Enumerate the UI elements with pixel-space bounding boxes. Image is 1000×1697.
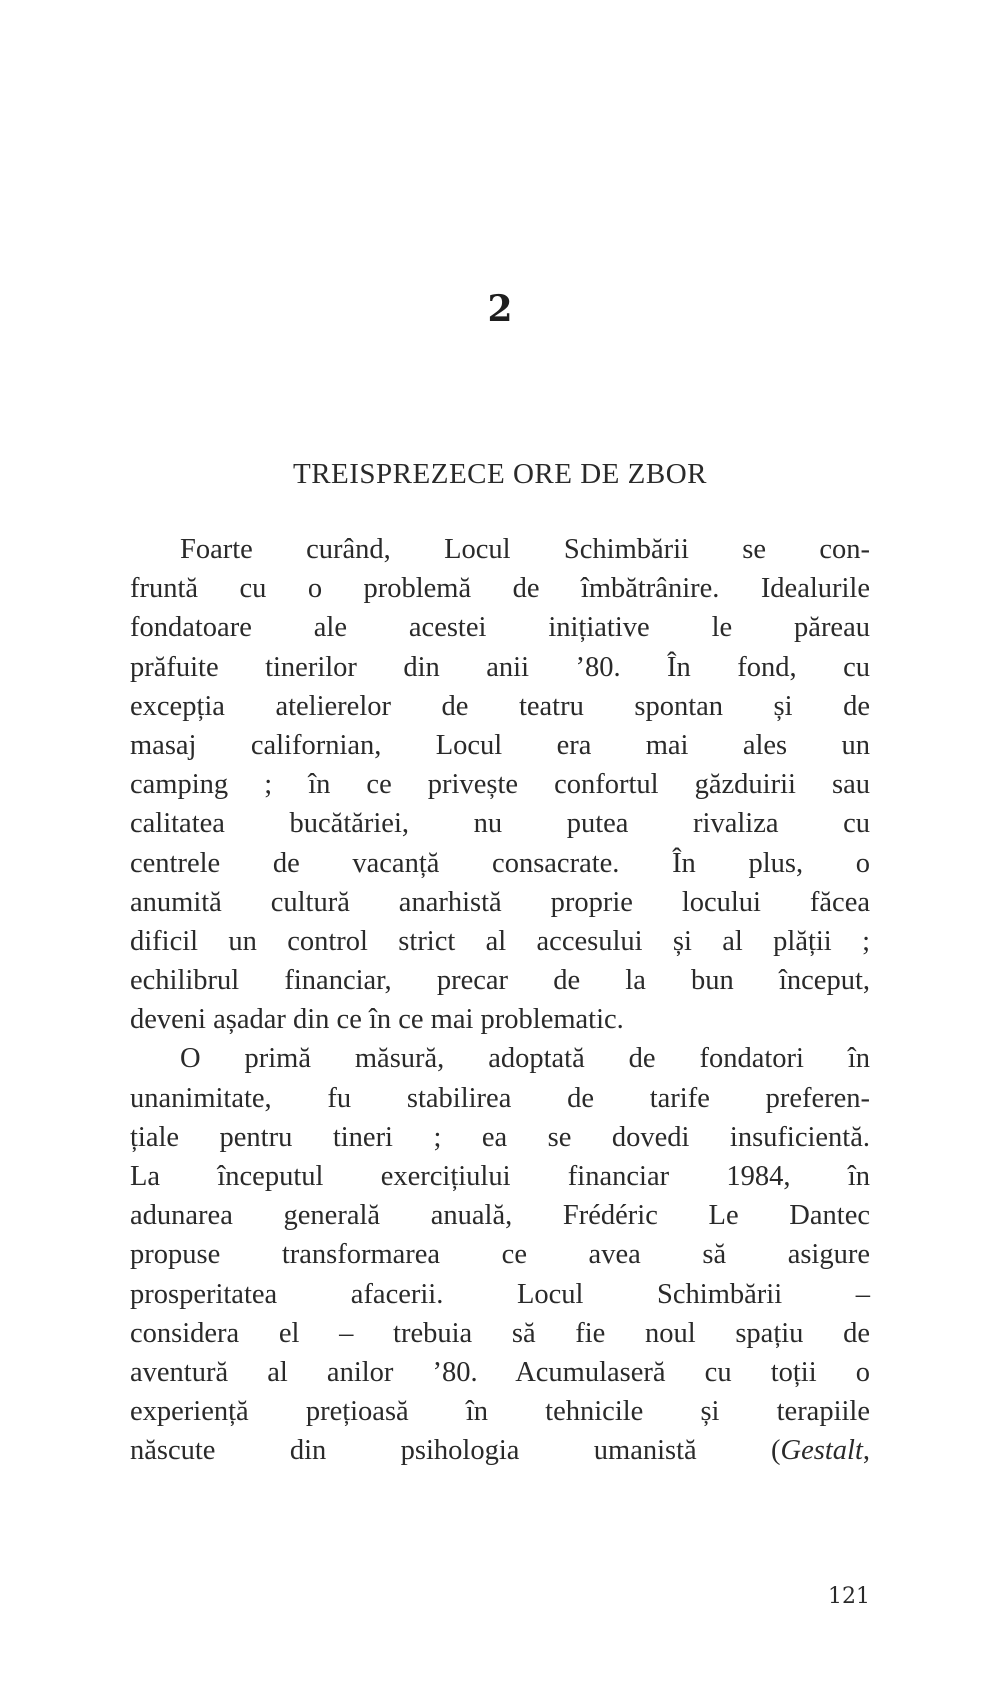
text-line: unanimitate, fu stabilirea de tarife preferen- xyxy=(130,1082,870,1114)
text-line: țiale pentru tineri ; ea se dovedi insuficientă. xyxy=(130,1121,870,1153)
text-segment: născute din psihologia umanistă ( xyxy=(130,1435,781,1467)
text-line: experiență prețioasă în tehnicile și terapiile xyxy=(130,1396,870,1428)
text-line: echilibrul financiar, precar de la bun început, xyxy=(130,965,870,997)
text-line: deveni așadar din ce în ce mai problematic. xyxy=(130,1004,624,1036)
text-line: O primă măsură, adoptată de fondatori în xyxy=(180,1043,870,1075)
text-line: prosperitatea afacerii. Locul Schimbării – xyxy=(130,1278,870,1310)
text-line: adunarea generală anuală, Frédéric Le Dantec xyxy=(130,1200,870,1232)
text-line: prăfuite tinerilor din anii ’80. În fond, cu xyxy=(130,651,870,683)
page-number: 121 xyxy=(828,1584,870,1609)
text-line: fondatoare ale acestei inițiative le păreau xyxy=(130,612,870,644)
text-line: La începutul exercițiului financiar 1984, în xyxy=(130,1161,870,1192)
text-line: propuse transformarea ce avea să asigure xyxy=(130,1239,870,1271)
chapter-number: 2 xyxy=(487,288,513,330)
text-line: masaj californian, Locul era mai ales un xyxy=(130,729,870,761)
body-text xyxy=(130,530,870,1471)
text-line: considera el – trebuia să fie noul spațiu de xyxy=(130,1317,870,1349)
text-line: camping ; în ce privește confortul găzduirii sau xyxy=(130,769,870,801)
text-line: aventură al anilor ’80. Acumulaseră cu toții o xyxy=(130,1356,870,1388)
text-line: fruntă cu o problemă de îmbătrânire. Idealurile xyxy=(130,573,870,605)
text-line: excepția atelierelor de teatru spontan și de xyxy=(130,690,870,722)
text-segment: , xyxy=(862,1435,870,1467)
italic-term: Gestalt xyxy=(780,1435,863,1467)
text-line: centrele de vacanță consacrate. În plus, o xyxy=(130,847,870,879)
chapter-title: TREISPREZECE ORE DE ZBOR xyxy=(293,458,707,490)
text-line: anumită cultură anarhistă proprie locului făcea xyxy=(130,886,870,918)
text-line: calitatea bucătăriei, nu putea rivaliza cu xyxy=(130,808,870,840)
text-line-with-italic xyxy=(130,1431,870,1470)
text-line: dificil un control strict al accesului și al plății ; xyxy=(130,925,870,957)
text-line: Foarte curând, Locul Schimbării se con- xyxy=(180,534,870,565)
